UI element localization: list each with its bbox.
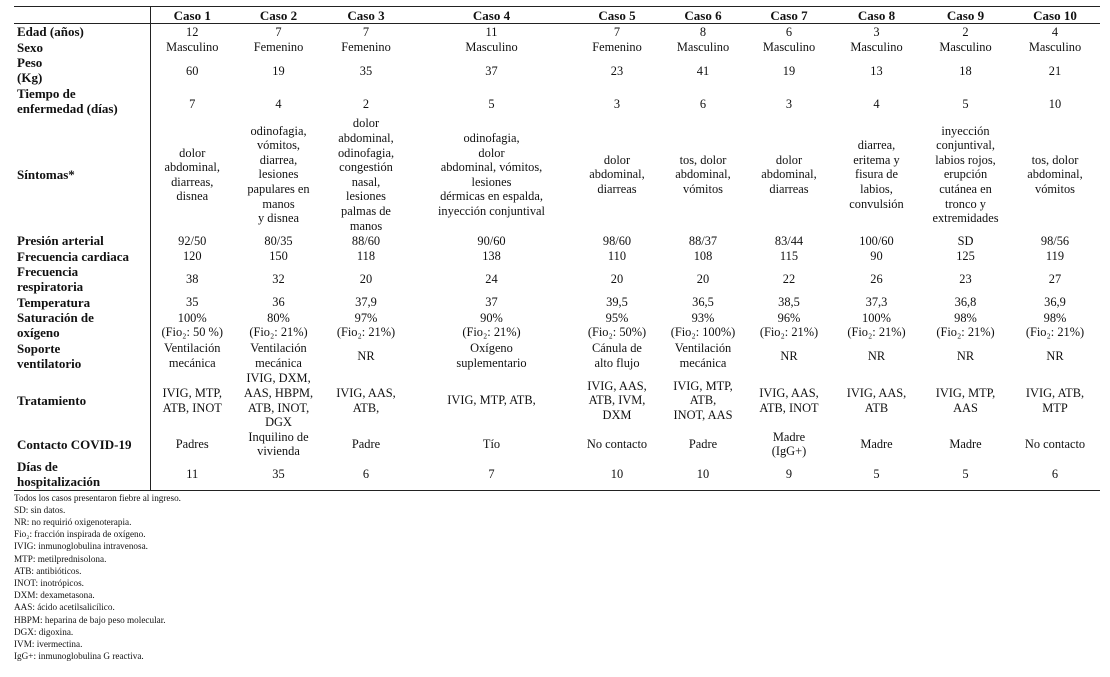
table-cell: 2: [362, 96, 370, 111]
column-header-caso-4: Caso 4: [472, 8, 511, 23]
row-label: Días de hospitalización: [14, 459, 150, 490]
table-row: [14, 310, 1100, 341]
table-cell: IVIG, AAS, ATB, IVM, DXM: [587, 378, 647, 422]
header-corner-cell: [14, 7, 150, 24]
table-row: [14, 55, 1100, 86]
table-cell: 110: [607, 248, 627, 263]
table-row: [14, 249, 1100, 264]
table-cell: Inquilino de vivienda: [248, 429, 309, 459]
row-label: Edad (años): [14, 24, 150, 40]
footnote-line: IVM: ivermectina.: [14, 639, 83, 650]
row-label: Tratamiento: [14, 371, 150, 430]
table-cell: 115: [779, 248, 799, 263]
table-cell: Femenino: [592, 40, 642, 54]
table-cell: 36,8: [954, 294, 977, 309]
table-cell: 27: [1048, 272, 1062, 287]
table-row: [14, 264, 1100, 295]
table-cell: Femenino: [253, 40, 304, 54]
table-cell: SD: [957, 233, 974, 248]
table-cell: 22: [782, 272, 796, 287]
table-cell: 12: [186, 24, 199, 39]
table-cell: Masculino: [166, 40, 219, 54]
table-cell: 5: [962, 96, 969, 111]
table-cell: 36,9: [1044, 294, 1066, 309]
row-label: Tiempo de enfermedad (días): [14, 86, 150, 117]
footnote-line: Todos los casos presentaron fiebre al ingreso.: [14, 492, 181, 503]
table-cell: 6: [362, 467, 370, 482]
table-cell: 11: [485, 24, 498, 39]
footnote-line: HBPM: heparina de bajo peso molecular.: [14, 614, 166, 625]
row-label: Frecuencia cardiaca: [14, 249, 150, 264]
table-cell: 21: [1048, 64, 1062, 78]
table-cell: 36,5: [692, 294, 714, 309]
table-cell: Madre (IgG+): [771, 429, 807, 459]
column-header-caso-9: Caso 9: [946, 8, 985, 23]
table-cell: 10: [610, 467, 624, 482]
row-label: Peso (Kg): [14, 55, 150, 86]
table-cell: 2: [962, 24, 969, 39]
table-cell: 6: [1051, 467, 1059, 482]
table-cell: 7: [275, 24, 282, 39]
table-cell: 13: [870, 64, 883, 78]
table-cell: 41: [696, 64, 710, 78]
table-cell: 4: [1051, 24, 1059, 39]
table-container: [14, 6, 1100, 663]
table-cell: 97% (Fio₂: 21%): [336, 310, 396, 340]
table-cell: IVIG, MTP, ATB, INOT: [162, 385, 223, 415]
table-cell: Madre: [949, 437, 982, 452]
table-cell: tos, dolor abdominal, vómitos: [1027, 152, 1083, 197]
table-cell: 37,3: [865, 294, 888, 309]
table-cell: 36: [272, 294, 285, 309]
row-label: Soporte ventilatorio: [14, 341, 150, 372]
row-label: Frecuencia respiratoria: [14, 264, 150, 295]
table-cell: 37: [485, 64, 498, 78]
table-cell: 3: [785, 96, 793, 111]
table-cell: 125: [956, 248, 975, 263]
table-cell: 98/56: [1040, 233, 1070, 248]
table-cell: NR: [1046, 348, 1064, 363]
table-cell: 10: [696, 467, 710, 482]
footnote-line: DXM: dexametasona.: [14, 590, 95, 601]
table-cell: 60: [186, 64, 199, 78]
table-cell: dolor abdominal, diarreas, disnea: [164, 145, 220, 204]
table-cell: 5: [488, 96, 495, 111]
table-cell: 8: [699, 24, 707, 39]
table-cell: NR: [780, 348, 798, 363]
table-cell: Ventilación mecánica: [250, 341, 307, 370]
column-header-caso-7: Caso 7: [770, 8, 808, 23]
table-cell: 23: [959, 272, 972, 287]
table-cell: 26: [870, 272, 883, 287]
table-cell: 3: [613, 96, 621, 111]
table-cell: Masculino: [939, 40, 992, 54]
table-cell: Femenino: [341, 40, 391, 54]
table-row: [14, 295, 1100, 310]
table-cell: dolor abdominal, diarreas: [761, 152, 817, 197]
table-cell: Tío: [482, 437, 501, 452]
table-cell: 10: [1048, 96, 1062, 111]
table-row: [14, 371, 1100, 430]
table-cell: IVIG, MTP, ATB, INOT, AAS: [673, 378, 733, 422]
table-row: [14, 116, 1100, 233]
table-cell: 120: [182, 248, 202, 263]
table-row: [14, 86, 1100, 117]
footnote-line: IVIG: inmunoglobulina intravenosa.: [14, 541, 148, 552]
footnote-line: IgG+: inmunoglobulina G reactiva.: [14, 651, 144, 662]
row-label: Síntomas*: [14, 116, 150, 233]
table-cell: 100/60: [859, 233, 894, 248]
footnote-line: MTP: metilprednisolona.: [14, 553, 107, 564]
table-cell: IVIG, AAS, ATB,: [336, 385, 396, 415]
table-cell: 9: [785, 467, 793, 482]
table-cell: 98/60: [602, 233, 632, 248]
table-cell: 95% (Fio₂: 50%): [587, 310, 647, 340]
footnote-line: ATB: antibióticos.: [14, 565, 82, 576]
row-label: Temperatura: [14, 295, 150, 310]
footnote-line: INOT: inotrópicos.: [14, 578, 84, 589]
table-cell: 7: [488, 467, 495, 482]
table-cell: 11: [186, 467, 199, 482]
footnote-line: DGX: digoxina.: [14, 626, 74, 637]
table-cell: 119: [1045, 248, 1065, 263]
table-cell: IVIG, MTP, ATB,: [447, 393, 536, 408]
table-cell: 100% (Fio₂: 21%): [847, 310, 906, 340]
table-cell: 90/60: [477, 233, 506, 248]
table-cell: 4: [873, 96, 880, 111]
column-header-caso-6: Caso 6: [684, 8, 722, 23]
table-cell: 39,5: [606, 294, 628, 309]
footnote-line: Fio₂: fracción inspirada de oxígeno.: [14, 529, 146, 540]
table-cell: NR: [867, 348, 886, 363]
table-cell: Ventilación mecánica: [674, 341, 732, 370]
table-cell: No contacto: [586, 437, 648, 452]
table-cell: IVIG, AAS, ATB, INOT: [759, 385, 819, 415]
table-cell: 4: [275, 96, 282, 111]
table-cell: 20: [696, 272, 710, 287]
table-cell: 7: [189, 96, 196, 111]
clinical-cases-table: [14, 6, 1100, 491]
table-cell: 35: [272, 467, 285, 482]
table-cell: 90: [870, 248, 883, 263]
table-cell: Padre: [351, 437, 381, 452]
table-cell: Masculino: [676, 40, 730, 54]
column-header-caso-5: Caso 5: [598, 8, 636, 23]
table-cell: Cánula de alto flujo: [592, 341, 642, 370]
table-cell: dolor abdominal, odinofagia, congestión nasal, lesiones palmas de manos: [337, 116, 395, 233]
table-cell: 6: [785, 24, 793, 39]
table-row: [14, 341, 1100, 372]
table-cell: 100% (Fio₂: 50 %): [161, 310, 223, 340]
table-cell: 7: [362, 24, 370, 39]
table-cell: IVIG, ATB, MTP: [1025, 385, 1085, 415]
table-cell: 24: [485, 272, 498, 287]
table-cell: IVIG, DXM, AAS, HBPM, ATB, INOT, DGX: [243, 371, 314, 430]
table-cell: 88/60: [351, 233, 381, 248]
table-cell: Masculino: [762, 40, 816, 54]
table-row: [14, 430, 1100, 459]
table-body: [14, 24, 1100, 490]
table-cell: inyección conjuntival, labios rojos, erupción cutánea en tronco y extremidades: [932, 123, 999, 226]
table-row: [14, 459, 1100, 490]
table-cell: 37: [485, 294, 498, 309]
table-footnotes: [14, 492, 1100, 663]
table-cell: 92/50: [178, 233, 207, 248]
table-cell: 38,5: [778, 294, 800, 309]
table-cell: 88/37: [688, 233, 718, 248]
column-header-caso-8: Caso 8: [857, 8, 896, 23]
table-cell: Oxígeno suplementario: [456, 341, 527, 370]
table-cell: 23: [610, 64, 624, 78]
column-header-caso-10: Caso 10: [1033, 8, 1077, 23]
table-row: [14, 233, 1100, 248]
row-label: Contacto COVID-19: [14, 430, 150, 459]
table-cell: 7: [613, 24, 621, 39]
row-label: Sexo: [14, 40, 150, 55]
table-cell: IVIG, AAS, ATB: [846, 385, 907, 415]
table-cell: dolor abdominal, diarreas: [589, 152, 645, 197]
table-cell: odinofagia, vómitos, diarrea, lesiones papulares en manos y disnea: [247, 123, 310, 226]
table-cell: NR: [357, 348, 375, 363]
table-cell: 3: [873, 24, 880, 39]
table-cell: tos, dolor abdominal, vómitos: [675, 152, 731, 197]
table-cell: 90% (Fio₂: 21%): [462, 310, 521, 340]
table-cell: Ventilación mecánica: [164, 341, 221, 370]
table-cell: 80/35: [264, 233, 293, 248]
column-header-caso-1: Caso 1: [173, 8, 211, 23]
column-header-caso-3: Caso 3: [347, 8, 385, 23]
table-cell: Masculino: [465, 40, 518, 54]
footnote-line: AAS: ácido acetilsalicílico.: [14, 602, 115, 613]
table-cell: 20: [359, 272, 373, 287]
table-cell: Madre: [860, 437, 893, 452]
table-cell: 98% (Fio₂: 21%): [1025, 310, 1085, 340]
table-cell: 6: [699, 96, 707, 111]
table-row: [14, 24, 1100, 40]
table-cell: No contacto: [1024, 437, 1086, 452]
table-cell: NR: [956, 348, 975, 363]
table-cell: 150: [269, 248, 288, 263]
table-cell: Padre: [688, 437, 718, 452]
footnote-line: NR: no requirió oxigenoterapia.: [14, 517, 132, 528]
table-cell: 35: [186, 294, 199, 309]
table-cell: 80% (Fio₂: 21%): [249, 310, 308, 340]
row-label: Presión arterial: [14, 233, 150, 248]
table-cell: 19: [272, 64, 285, 78]
table-cell: 118: [356, 248, 376, 263]
table-cell: 96% (Fio₂: 21%): [759, 310, 819, 340]
footnote-line: SD: sin datos.: [14, 504, 66, 515]
table-cell: 18: [959, 64, 972, 78]
table-cell: 19: [782, 64, 796, 78]
table-cell: diarrea, eritema y fisura de labios, convulsión: [849, 138, 904, 211]
table-cell: 5: [873, 467, 880, 482]
table-cell: 32: [272, 272, 285, 287]
table-cell: IVIG, MTP, AAS: [935, 385, 996, 415]
table-cell: Masculino: [1028, 40, 1082, 54]
table-cell: Masculino: [850, 40, 903, 54]
table-cell: 83/44: [774, 233, 804, 248]
table-cell: 37,9: [355, 294, 377, 309]
table-cell: 108: [693, 248, 713, 263]
table-cell: 5: [962, 467, 969, 482]
table-cell: 98% (Fio₂: 21%): [936, 310, 995, 340]
table-cell: Padres: [175, 437, 209, 452]
table-cell: 138: [482, 248, 501, 263]
row-label: Saturación de oxígeno: [14, 310, 150, 341]
table-row: [14, 40, 1100, 55]
table-cell: 38: [186, 272, 199, 287]
table-cell: 93% (Fio₂: 100%): [670, 310, 736, 340]
column-header-caso-2: Caso 2: [259, 8, 298, 23]
table-cell: odinofagia, dolor abdominal, vómitos, lesiones dérmicas en espalda, inyección conjuntival: [437, 130, 545, 219]
table-header-row: [14, 7, 1100, 24]
table-cell: 20: [610, 272, 624, 287]
table-cell: 35: [359, 64, 373, 78]
